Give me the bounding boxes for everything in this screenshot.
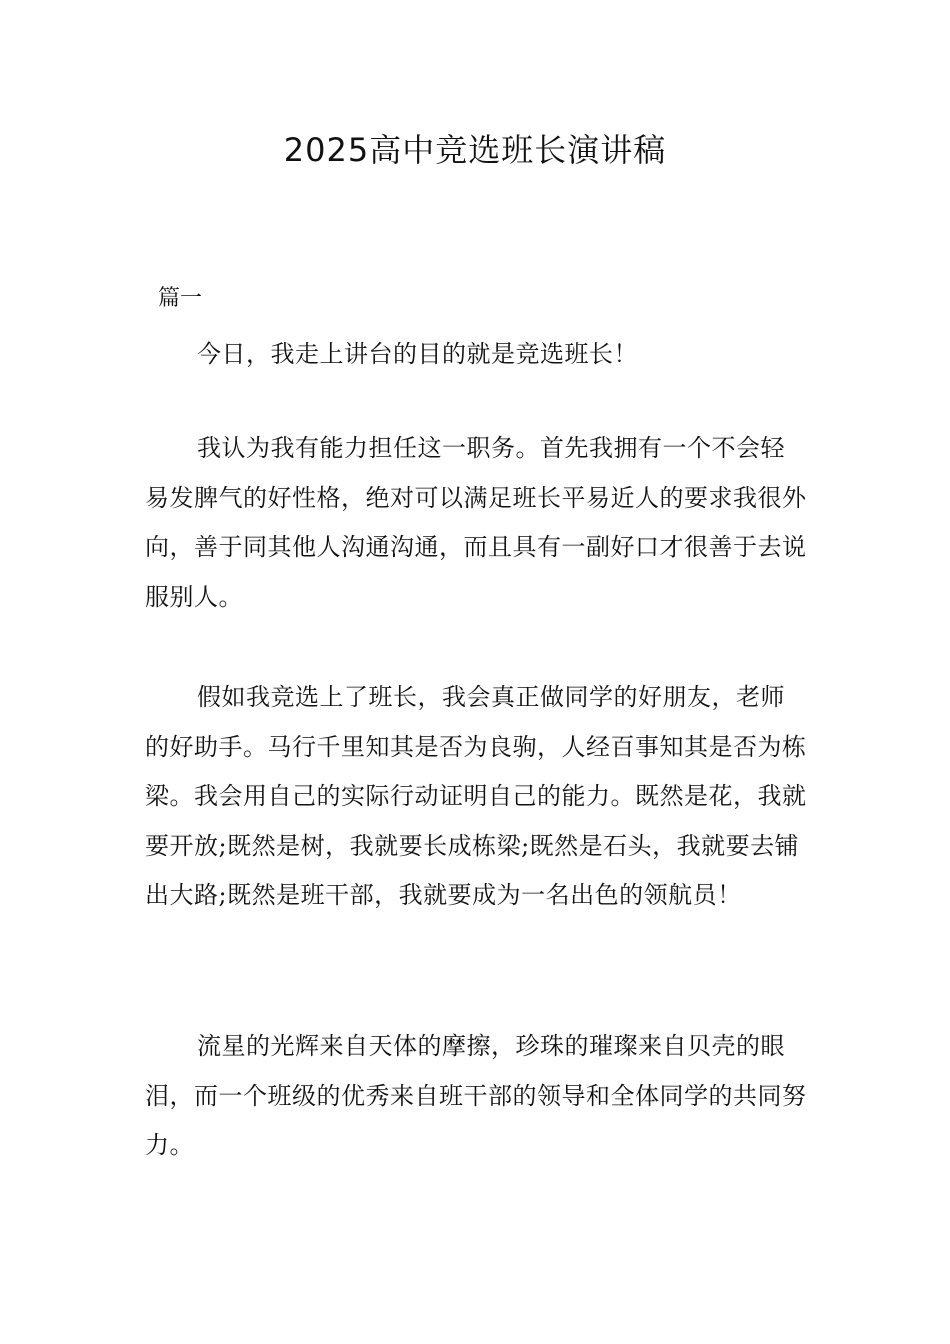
paragraph-1: 今日，我走上讲台的目的就是竞选班长！ bbox=[197, 340, 638, 368]
paragraph-2: 我认为我有能力担任这一职务。首先我拥有一个不会轻易发脾气的好性格，绝对可以满足班长平易近人的要求我很外向，善于同其他人沟通沟通，而且具有一副好口才很善于去说服别人。 bbox=[145, 434, 807, 611]
document-title: 2025高中竞选班长演讲稿 bbox=[283, 131, 667, 169]
paragraph-3: 假如我竞选上了班长，我会真正做同学的好朋友，老师的好助手。马行千里知其是否为良驹，人经百事知其是否为栋梁。我会用自己的实际行动证明自己的能力。既然是花，我就要开放;既然是树，我就要长成栋梁;既然是石头，我就要去铺出大路;既然是班干部，我就要成为一名出色的领航员！ bbox=[145, 683, 807, 910]
paragraph-4: 流星的光辉来自天体的摩擦，珍珠的璀璨来自贝壳的眼泪，而一个班级的优秀来自班干部的领导和全体同学的共同努力。 bbox=[145, 1032, 807, 1160]
section-label: 篇一 bbox=[158, 286, 203, 311]
